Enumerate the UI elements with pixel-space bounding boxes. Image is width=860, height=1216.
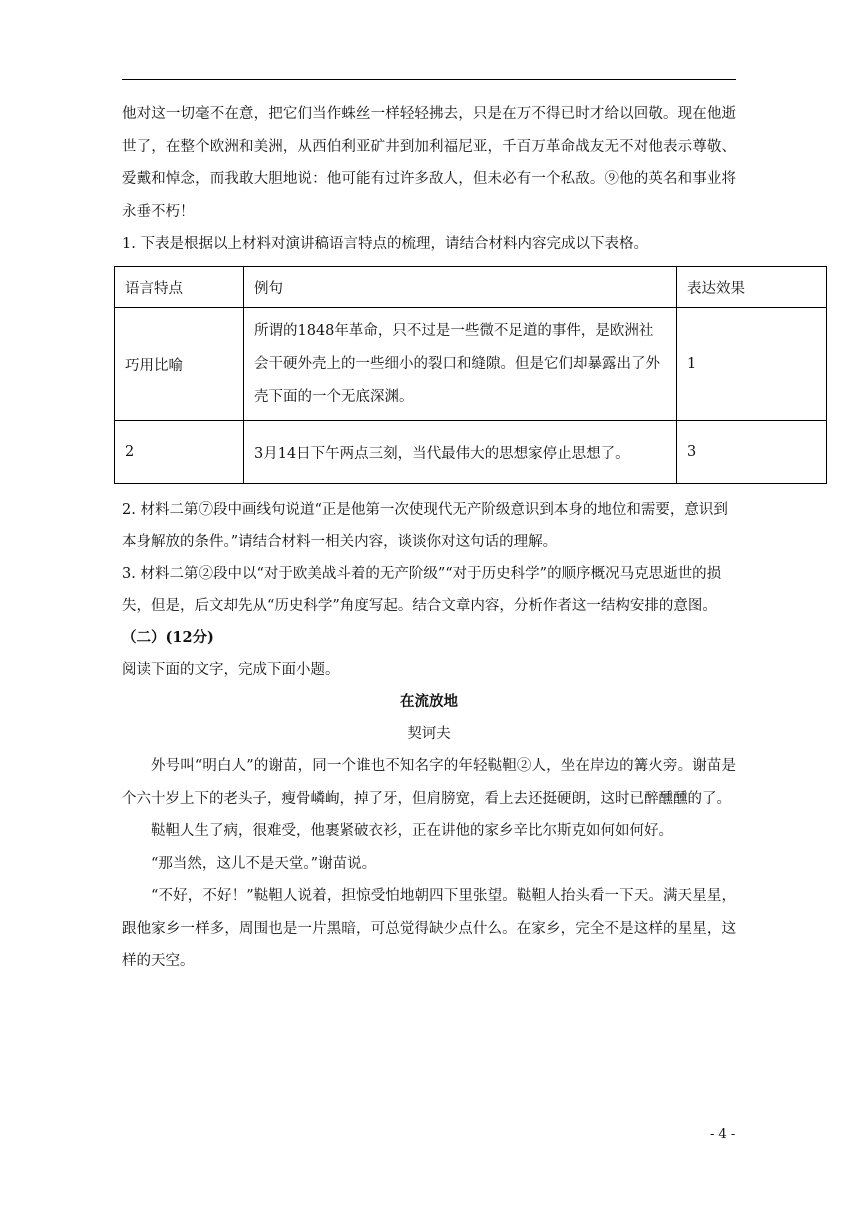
question-2: 2. 材料二第⑦段中画线句说道“正是他第一次使现代无产阶级意识到本身的地位和需要，意识到本身解放的条件。”请结合材料一相关内容，谈谈你对这句话的理解。 [122,502,728,550]
section-heading: （二）(12分) [122,629,214,646]
cell-feature: 巧用比喻 [115,308,244,421]
question-1: 1. 下表是根据以上材料对演讲稿语言特点的梳理，请结合材料内容完成以下表格。 [122,236,648,252]
cell-example: 3月14日下午两点三刻，当代最伟大的思想家停止思想了。 [244,421,677,484]
table-row [115,308,827,421]
cell-example: 所谓的1848年革命，只不过是一些微不足道的事件，是欧洲社会干硬外壳上的一些细小的裂口和缝隙。但是它们却暴露出了外壳下面的一个无底深渊。 [244,308,677,421]
story-author: 契诃夫 [407,726,451,742]
table-row [115,421,827,484]
top-paragraph: 他对这一切毫不在意，把它们当作蛛丝一样轻轻拂去，只是在万不得已时才给以回敬。现在他逝世了，在整个欧洲和美洲，从西伯利亚矿井到加利福尼亚，千百万革命战友无不对他表示尊敬、爱戴和悼念，而我敢大胆地说：他可能有过许多敌人，但未必有一个私敌。⑨他的英名和事业将永垂不朽！ [122,106,736,220]
page-number: - 4 - [710,1127,736,1142]
language-features-table [114,266,827,484]
story-paragraph: “不好，不好！”鞑靼人说着，担惊受怕地朝四下里张望。鞑靼人抬头看一下天。满天星星，跟他家乡一样多，周围也是一片黑暗，可总觉得缺少点什么。在家乡，完全不是这样的星星，这样的天空。 [122,888,736,969]
question-3: 3. 材料二第②段中以“对于欧美战斗着的无产阶级”“对于历史科学”的顺序概况马克思逝世的损失，但是，后文却先从“历史科学”角度写起。结合文章内容，分析作者这一结构安排的意图。 [122,566,722,614]
header-feature: 语言特点 [115,267,244,308]
cell-effect: 1 [677,308,827,421]
story-paragraph: “那当然，这儿不是天堂。”谢苗说。 [151,855,377,872]
header-example: 例句 [244,267,677,308]
reading-instruction: 阅读下面的文字，完成下面小题。 [122,662,340,678]
header-effect: 表达效果 [677,267,827,308]
header-rule [122,79,736,80]
cell-feature: 2 [115,421,244,484]
table-header-row [115,267,827,308]
cell-effect: 3 [677,421,827,484]
document-page [122,98,745,978]
story-paragraph: 外号叫“明白人”的谢苗，同一个谁也不知名字的年轻鞑靼②人，坐在岸边的篝火旁。谢苗是个六十岁上下的老头子，瘦骨嶙峋，掉了牙，但肩膀宽，看上去还挺硬朗，这时已醉醺醺的了。 [122,758,736,807]
story-paragraph: 鞑靼人生了病，很难受，他裹紧破衣衫，正在讲他的家乡辛比尔斯克如何如何好。 [151,823,673,839]
story-title: 在流放地 [400,693,458,710]
